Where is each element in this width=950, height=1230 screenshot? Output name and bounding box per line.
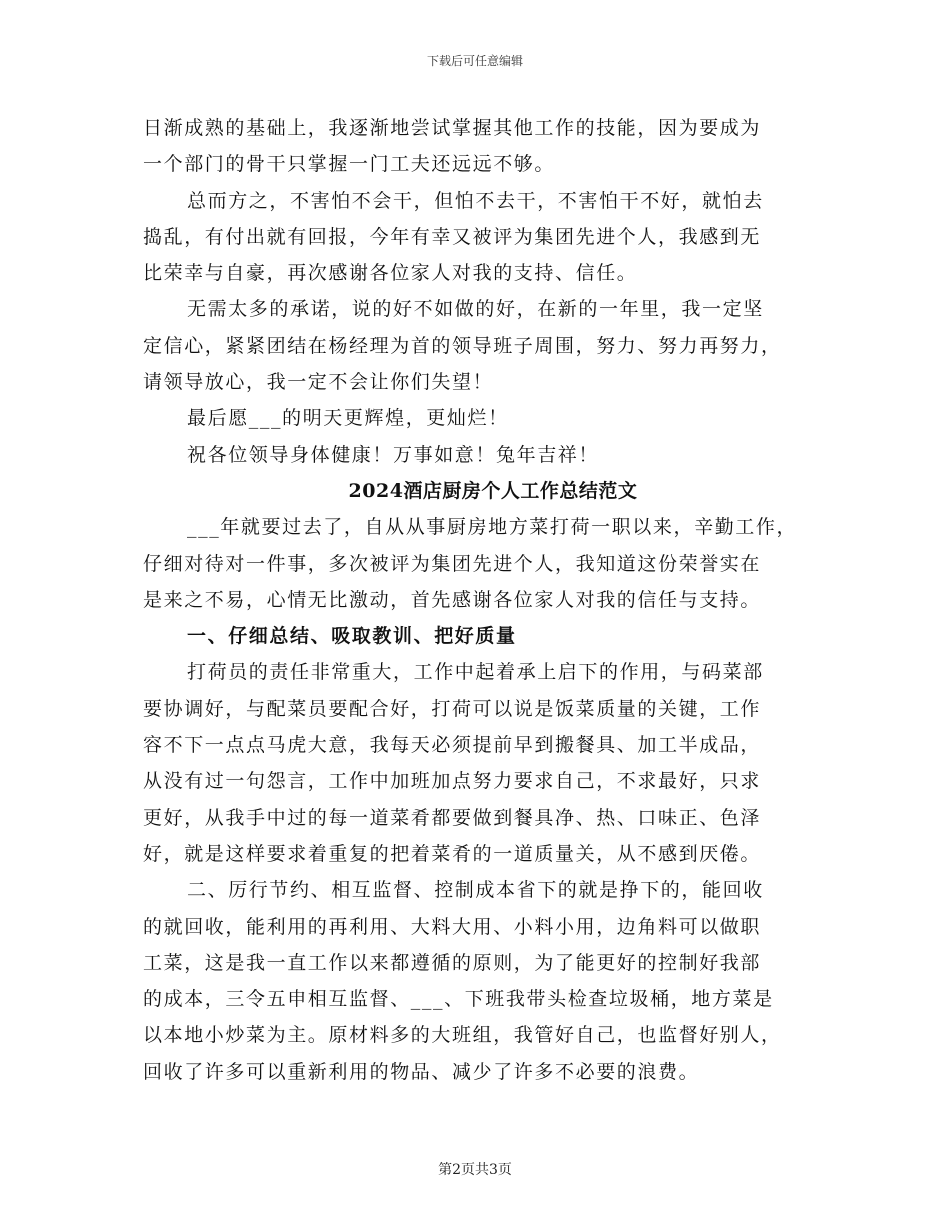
page-header-note: 下载后可任意编辑 (426, 54, 523, 68)
body-line: 仔细对待对一件事，多次被评为集团先进个人，我知道这份荣誉实在 (143, 552, 762, 575)
body-line: 比荣幸与自豪，再次感谢各位家人对我的支持、信任。 (143, 262, 638, 285)
body-line: 工菜，这是我一直工作以来都遵循的原则，为了能更好的控制好我部 (143, 951, 762, 974)
subheading: 一、仔细总结、吸取教训、把好质量 (187, 625, 517, 648)
body-line: ___年就要过去了，自从从事厨房地方菜打荷一职以来，辛勤工作， (187, 516, 798, 539)
body-line: 无需太多的承诺，说的好不如做的好，在新的一年里，我一定坚 (187, 298, 764, 321)
body-line: 是来之不易，心情无比激动，首先感谢各位家人对我的信任与支持。 (143, 588, 762, 611)
body-line: 要协调好，与配菜员要配合好，打荷可以说是饭菜质量的关键，工作 (143, 697, 762, 720)
body-line: 捣乱，有付出就有回报，今年有幸又被评为集团先进个人，我感到无 (143, 225, 762, 248)
body-line: 日渐成熟的基础上，我逐渐地尝试掌握其他工作的技能，因为要成为 (143, 117, 762, 139)
body-line: 二、厉行节约、相互监督、控制成本省下的就是挣下的，能回收 (187, 879, 764, 902)
section-title: 2024酒店厨房个人工作总结范文 (348, 479, 638, 502)
body-line: 最后愿___的明天更辉煌，更灿烂！ (187, 407, 509, 430)
page-number: 第2页共3页 (438, 1162, 512, 1178)
body-line: 定信心，紧紧团结在杨经理为首的领导班子周围，努力、努力再努力， (143, 334, 782, 357)
body-line: 的成本，三令五申相互监督、___、下班我带头检查垃圾桶，地方菜是 (143, 988, 774, 1011)
document-body (143, 110, 823, 1090)
body-line: 一个部门的骨干只掌握一门工夫还远远不够。 (143, 153, 556, 176)
body-line: 好，就是这样要求着重复的把着菜肴的一道质量关，从不感到厌倦。 (143, 842, 762, 865)
body-line: 容不下一点点马虎大意，我每天必须提前早到搬餐具、加工半成品， (143, 734, 762, 757)
body-line: 从没有过一句怨言，工作中加班加点努力要求自己，不求最好，只求 (143, 770, 762, 793)
body-line: 更好，从我手中过的每一道菜肴都要做到餐具净、热、口味正、色泽 (143, 806, 762, 829)
body-line: 总而方之，不害怕不会干，但怕不去干，不害怕干不好，就怕去 (187, 189, 764, 212)
body-line: 的就回收，能利用的再利用、大料大用、小料小用，边角料可以做职 (143, 915, 762, 938)
body-line: 打荷员的责任非常重大，工作中起着承上启下的作用，与码菜部 (187, 661, 764, 684)
body-line: 祝各位领导身体健康！万事如意！兔年吉祥！ (187, 443, 600, 466)
body-line: 请领导放心，我一定不会让你们失望！ (143, 371, 494, 394)
body-line: 回收了许多可以重新利用的物品、减少了许多不必要的浪费。 (143, 1060, 700, 1083)
body-line: 以本地小炒菜为主。原材料多的大班组，我管好自己，也监督好别人， (143, 1024, 782, 1047)
